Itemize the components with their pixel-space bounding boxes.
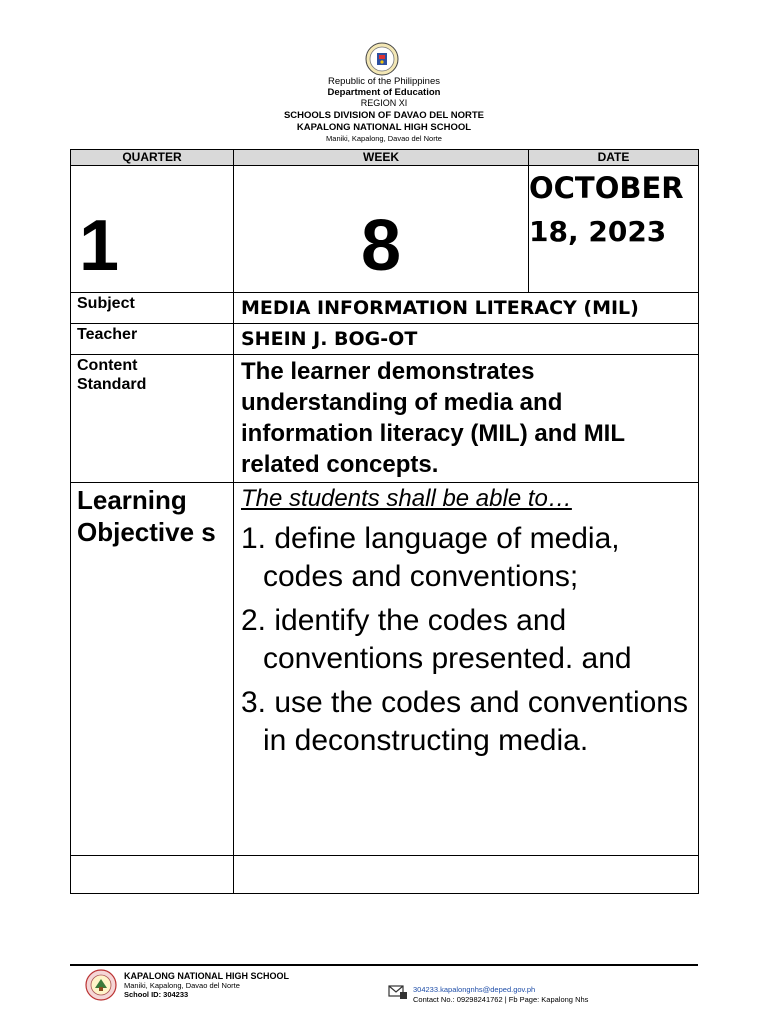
objectives-row: [71, 483, 699, 856]
objective-item: 2. identify the codes and conventions presented. and: [241, 604, 632, 675]
letterhead-republic: Republic of the Philippines: [328, 76, 440, 87]
footer-contact: Contact No.: 09298241762 | Fb Page: Kapalong Nhs: [413, 995, 589, 1004]
letterhead-department: Department of Education: [327, 87, 441, 98]
content-standard-label-line1: Content: [77, 357, 138, 374]
letterhead-region: REGION XI: [360, 98, 408, 108]
week-header: WEEK: [234, 150, 529, 166]
footer-school-name: KAPALONG NATIONAL HIGH SCHOOL: [124, 971, 289, 981]
school-seal-icon: [85, 969, 117, 1001]
date-cell: [529, 166, 699, 293]
quarter-week-date-row: [71, 166, 699, 293]
date-day-year: 18, 2023: [529, 215, 667, 248]
empty-cell: [71, 856, 234, 894]
week-cell: [234, 166, 529, 293]
contact-icon: [388, 984, 408, 1000]
footer-school-id: School ID: 304233: [124, 990, 189, 999]
empty-row: [71, 856, 699, 894]
letterhead-address: Maniki, Kapalong, Davao del Norte: [326, 134, 442, 143]
objective-item: 3. use the codes and conventions in deconstructing media.: [241, 686, 688, 757]
deped-seal-icon: [365, 42, 399, 76]
quarter-header: QUARTER: [71, 150, 234, 166]
subject-row: [71, 293, 699, 324]
footer-divider: [70, 964, 698, 966]
content-standard-value: The learner demonstrates understanding of media and information literacy (MIL) and MIL related concepts.: [234, 355, 699, 483]
footer-address: Maniki, Kapalong, Davao del Norte: [124, 981, 240, 990]
date-header: DATE: [529, 150, 699, 166]
objective-item: 1. define language of media, codes and conventions;: [241, 522, 620, 593]
date-month: OCTOBER: [529, 171, 684, 205]
content-standard-row: [71, 355, 699, 483]
content-standard-label: [71, 355, 234, 483]
subject-value: MEDIA INFORMATION LITERACY (MIL): [234, 293, 699, 324]
lesson-plan-table: [70, 149, 699, 894]
week-value: 8: [360, 206, 402, 286]
teacher-row: [71, 324, 699, 355]
objectives-cell: [234, 483, 699, 856]
objectives-intro: The students shall be able to…: [241, 485, 572, 512]
footer-email-link[interactable]: 304233.kapalongnhs@deped.gov.ph: [413, 985, 536, 994]
quarter-cell: [71, 166, 234, 293]
quarter-value: 1: [79, 206, 120, 286]
table-header-row: [71, 150, 699, 166]
subject-label: Subject: [71, 293, 234, 324]
teacher-value: SHEIN J. BOG-OT: [234, 324, 699, 355]
empty-cell: [234, 856, 699, 894]
letterhead-division: SCHOOLS DIVISION OF DAVAO DEL NORTE: [283, 110, 485, 121]
content-standard-label-line2: Standard: [77, 376, 147, 393]
teacher-label: Teacher: [71, 324, 234, 355]
objectives-label: Learning Objective s: [71, 483, 234, 856]
letterhead-school: KAPALONG NATIONAL HIGH SCHOOL: [296, 122, 472, 133]
